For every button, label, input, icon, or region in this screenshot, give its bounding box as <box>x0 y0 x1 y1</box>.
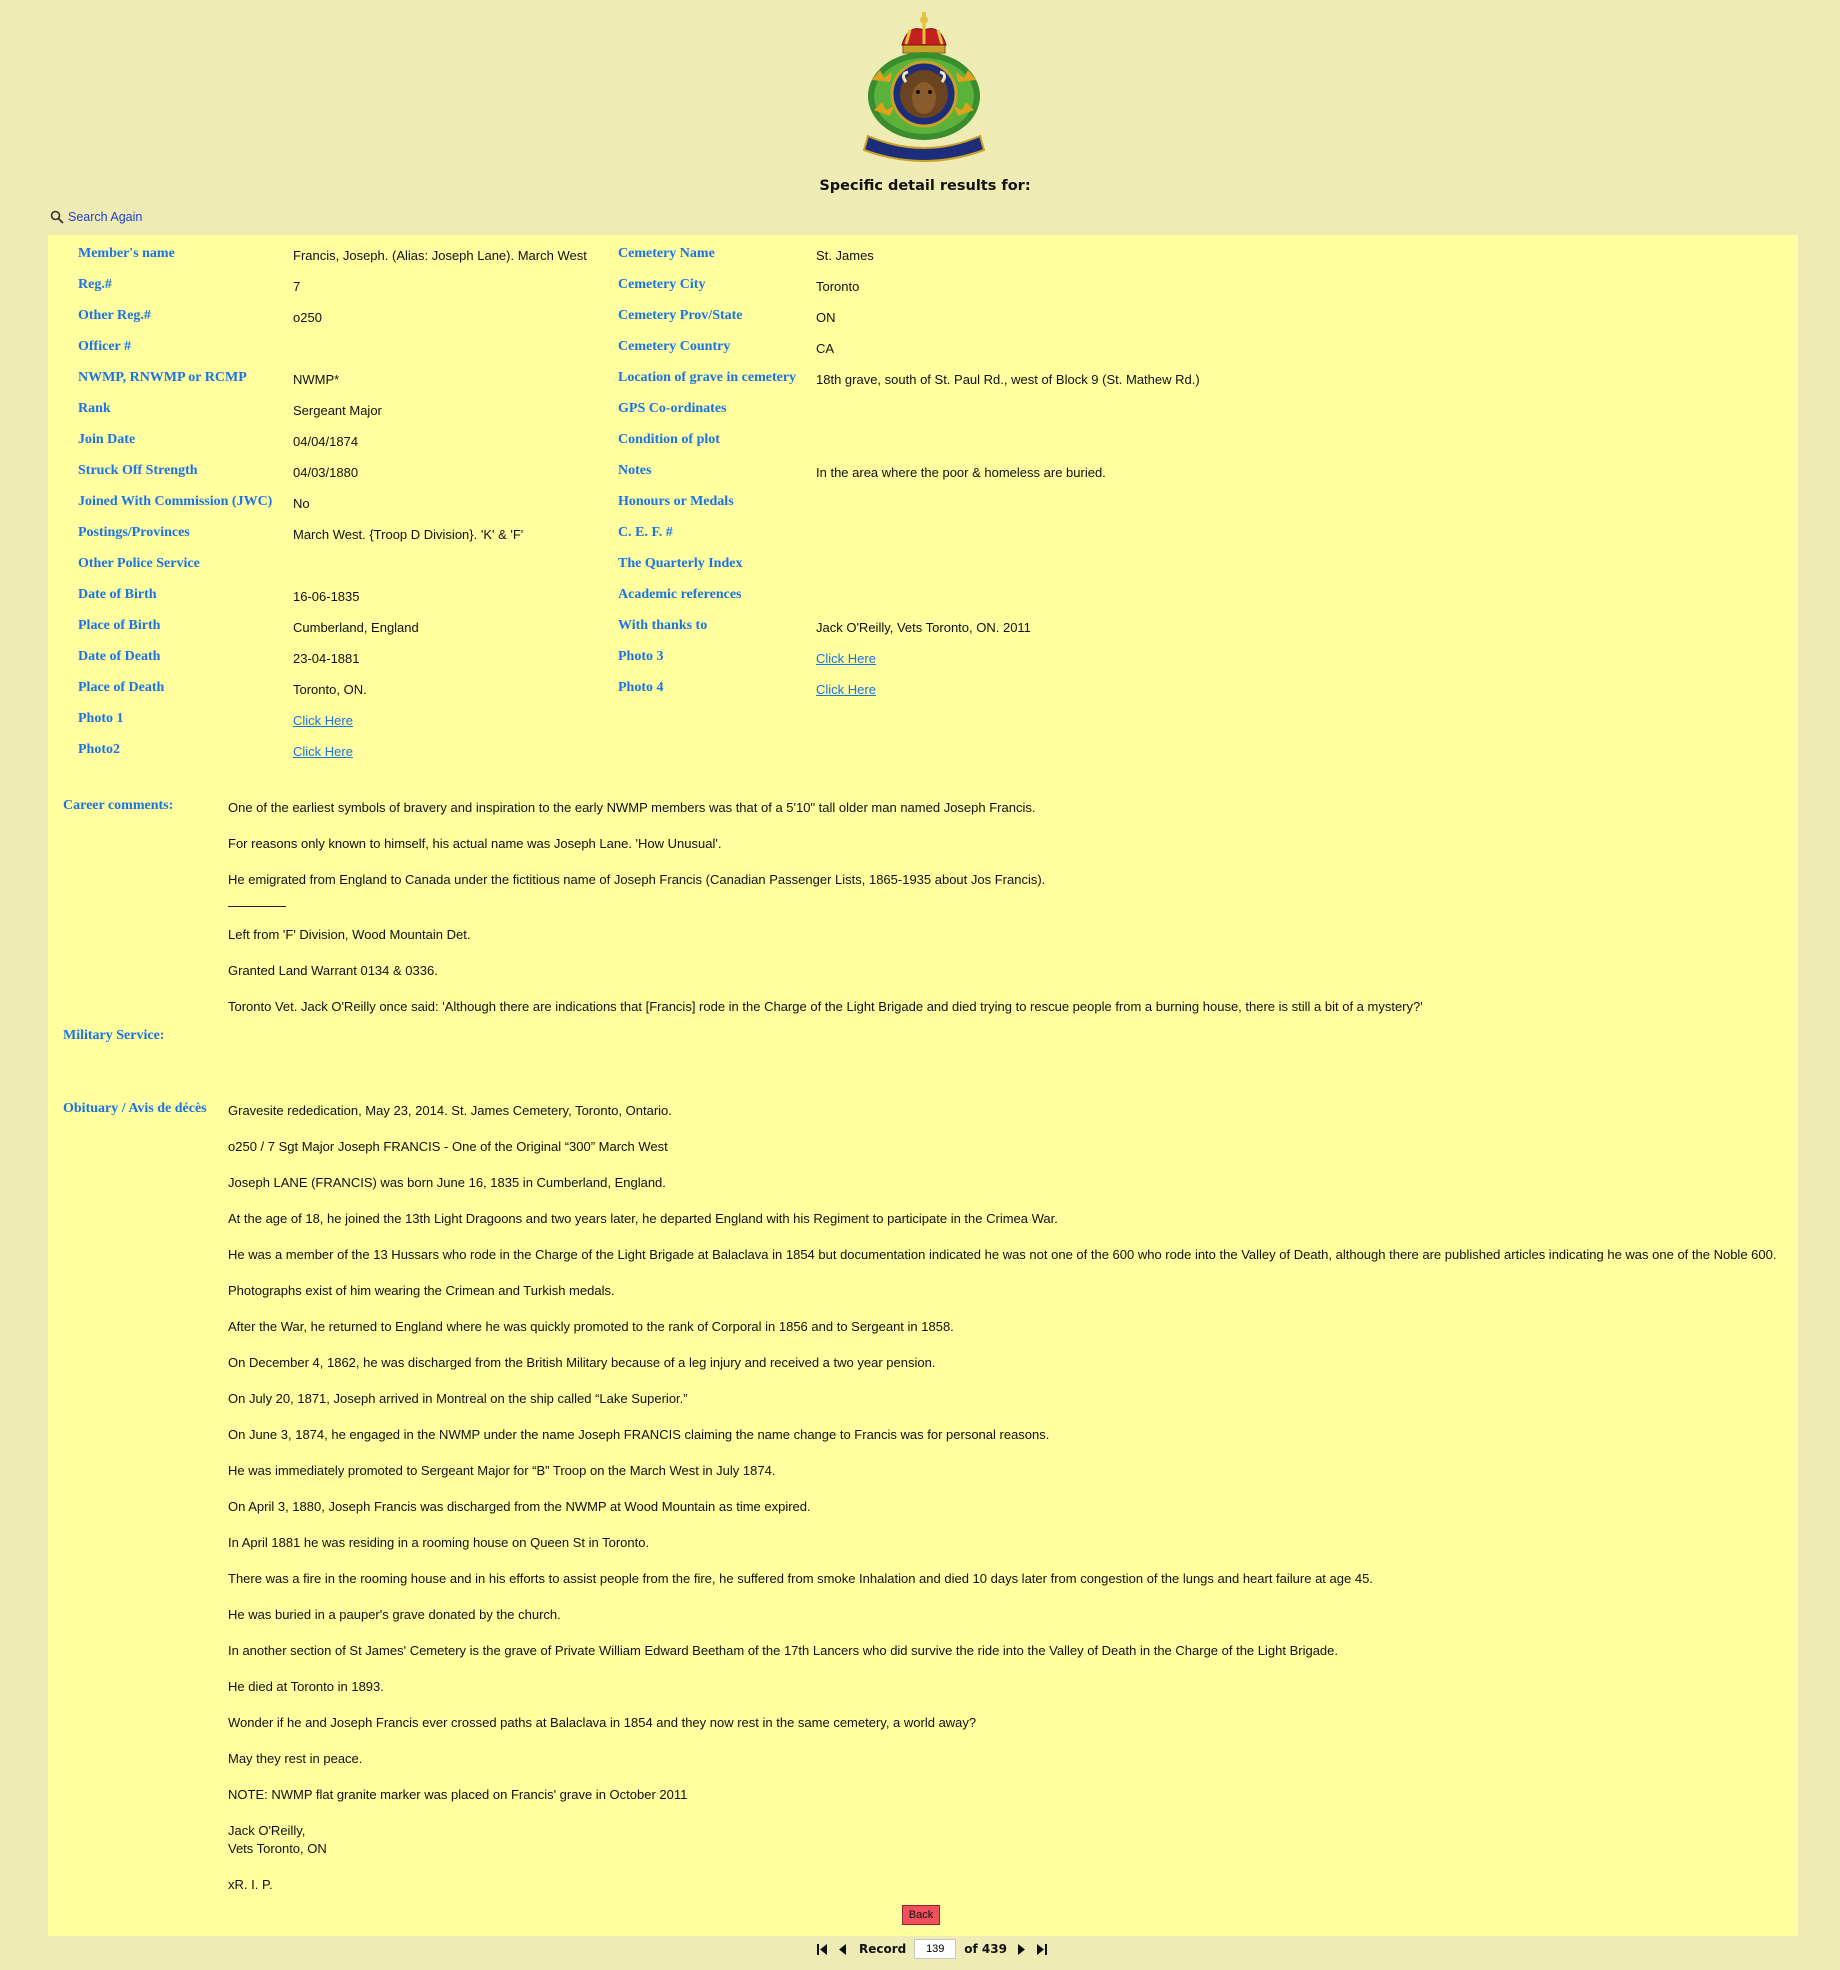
value-with-thanks: Jack O'Reilly, Vets Toronto, ON. 2011 <box>816 620 1031 635</box>
obituary-paragraph: May they rest in peace. <box>228 1751 363 1766</box>
first-record-button[interactable] <box>815 1941 829 1957</box>
label-postings: Postings/Provinces <box>78 525 190 540</box>
label-cemetery-name: Cemetery Name <box>618 246 715 261</box>
value-struck-off: 04/03/1880 <box>293 465 359 480</box>
page-heading: Specific detail results for: <box>819 178 1031 194</box>
obituary-paragraph: After the War, he returned to England where he was quickly promoted to the rank of Corporal in 1856 and to Sergeant in 1858. <box>228 1319 954 1334</box>
details-panel <box>48 235 1798 1936</box>
label-photo-1: Photo 1 <box>78 711 124 726</box>
label-place-of-death: Place of Death <box>78 680 165 695</box>
value-postings: March West. {Troop D Division}. 'K' & 'F' <box>293 527 524 542</box>
career-comments-label: Career comments: <box>63 798 174 813</box>
obituary-paragraph: He was buried in a pauper's grave donated by the church. <box>228 1607 561 1622</box>
value-reg-number: 7 <box>293 279 301 294</box>
label-date-of-birth: Date of Birth <box>78 587 157 602</box>
bison-head-icon <box>892 62 956 126</box>
label-force: NWMP, RNWMP or RCMP <box>78 370 247 385</box>
value-rank: Sergeant Major <box>293 403 382 418</box>
obituary-paragraph: He was a member of the 13 Hussars who rode in the Charge of the Light Brigade at Balaclava in 1854 but documentation indicated he was not one of the 600 who rode into the Valley of Death, although there are published articles indicating he was one of the Noble 600. <box>228 1247 1777 1262</box>
obituary-paragraph: At the age of 18, he joined the 13th Light Dragoons and two years later, he departed England with his Regiment to participate in the Crimea War. <box>228 1211 1058 1226</box>
value-cemetery-city: Toronto <box>816 279 860 294</box>
label-reg-number: Reg.# <box>78 277 112 292</box>
label-rank: Rank <box>78 401 111 416</box>
label-grave-location: Location of grave in cemetery <box>618 370 797 385</box>
label-other-police: Other Police Service <box>78 556 200 571</box>
value-cemetery-prov: ON <box>816 310 836 325</box>
label-place-of-birth: Place of Birth <box>78 618 161 633</box>
label-cef: C. E. F. # <box>618 525 673 540</box>
label-join-date: Join Date <box>78 432 136 447</box>
obituary-paragraph: There was a fire in the rooming house and in his efforts to assist people from the fire, he suffered from smoke Inhalation and died 10 days later from congestion of the lungs and heart failure at age 45. <box>228 1571 1373 1586</box>
label-notes: Notes <box>618 463 652 478</box>
obituary-paragraph: He died at Toronto in 1893. <box>228 1679 384 1694</box>
value-force: NWMP* <box>293 372 340 387</box>
signature-name: Jack O'Reilly, <box>228 1823 306 1838</box>
label-cemetery-country: Cemetery Country <box>618 339 731 354</box>
label-photo-4: Photo 4 <box>618 680 664 695</box>
signature-place: Vets Toronto, ON <box>228 1841 327 1856</box>
label-jwc: Joined With Commission (JWC) <box>78 494 273 509</box>
label-officer-number: Officer # <box>78 339 131 354</box>
previous-record-button[interactable] <box>835 1941 849 1957</box>
record-total: of 439 <box>964 1942 1007 1956</box>
crown-icon <box>902 12 946 53</box>
value-join-date: 04/04/1874 <box>293 434 359 449</box>
value-cemetery-country: CA <box>816 341 835 356</box>
obituary-closing: xR. I. P. <box>228 1877 273 1892</box>
obituary-paragraph: o250 / 7 Sgt Major Joseph FRANCIS - One of the Original “300” March West <box>228 1139 668 1154</box>
label-photo-2: Photo2 <box>78 742 120 757</box>
obituary-paragraph: Gravesite rededication, May 23, 2014. St. James Cemetery, Toronto, Ontario. <box>228 1103 672 1118</box>
photo-2-link[interactable]: Click Here <box>293 744 353 759</box>
obituary-paragraph: Photographs exist of him wearing the Crimean and Turkish medals. <box>228 1283 615 1298</box>
value-date-of-birth: 16-06-1835 <box>293 589 360 604</box>
obituary-paragraph: On December 4, 1862, he was discharged from the British Military because of a leg injury and received a two year pension. <box>228 1355 936 1370</box>
label-academic-references: Academic references <box>618 587 742 602</box>
obituary-paragraph: NOTE: NWMP flat granite marker was placed on Francis' grave in October 2011 <box>228 1787 688 1802</box>
first-record-icon <box>817 1944 827 1955</box>
label-cemetery-city: Cemetery City <box>618 277 706 292</box>
label-gps: GPS Co-ordinates <box>618 401 727 416</box>
record-number-input[interactable] <box>914 1939 956 1959</box>
value-date-of-death: 23-04-1881 <box>293 651 360 666</box>
obituary-paragraph: Joseph LANE (FRANCIS) was born June 16, 1835 in Cumberland, England. <box>228 1175 666 1190</box>
label-struck-off: Struck Off Strength <box>78 463 198 478</box>
label-honours: Honours or Medals <box>618 494 734 509</box>
career-paragraph: For reasons only known to himself, his actual name was Joseph Lane. 'How Unusual'. <box>228 836 722 851</box>
value-place-of-birth: Cumberland, England <box>293 620 419 635</box>
back-button[interactable]: Back <box>902 1905 940 1925</box>
career-paragraph: Left from 'F' Division, Wood Mountain Det. <box>228 927 471 942</box>
value-cemetery-name: St. James <box>816 248 874 263</box>
next-record-icon <box>1018 1944 1025 1955</box>
value-members-name: Francis, Joseph. (Alias: Joseph Lane). March West <box>293 248 587 263</box>
previous-record-icon <box>839 1944 846 1955</box>
obituary-paragraph: In another section of St James' Cemetery is the grave of Private William Edward Beetham of the 17th Lancers who did survive the ride into the Valley of Death in the Charge of the Light Brigade. <box>228 1643 1338 1658</box>
label-date-of-death: Date of Death <box>78 649 161 664</box>
value-place-of-death: Toronto, ON. <box>293 682 367 697</box>
last-record-icon <box>1037 1944 1047 1955</box>
career-divider <box>228 906 286 907</box>
search-again-link[interactable] <box>50 210 142 224</box>
obituary-paragraph: Wonder if he and Joseph Francis ever crossed paths at Balaclava in 1854 and they now rest in the same cemetery, a world away? <box>228 1715 977 1730</box>
label-other-reg: Other Reg.# <box>78 308 151 323</box>
obituary-paragraph: On April 3, 1880, Joseph Francis was discharged from the NWMP at Wood Mountain as time expired. <box>228 1499 811 1514</box>
obituary-paragraph: On July 20, 1871, Joseph arrived in Montreal on the ship called “Lake Superior.” <box>228 1391 688 1406</box>
value-jwc: No <box>293 496 310 511</box>
record-navigation <box>815 1939 1049 1959</box>
label-members-name: Member's name <box>78 246 175 261</box>
career-paragraph: Toronto Vet. Jack O'Reilly once said: 'Although there are indications that [Francis] rode in the Charge of the Light Brigade and died trying to rescue people from a burning house, there is still a bit of a mystery?' <box>228 999 1423 1014</box>
label-with-thanks: With thanks to <box>618 618 708 633</box>
search-again-label: Search Again <box>68 210 143 224</box>
photo-3-link[interactable]: Click Here <box>816 651 876 666</box>
career-paragraph: One of the earliest symbols of bravery and inspiration to the early NWMP members was that of a 5'10" tall older man named Joseph Francis. <box>228 800 1036 815</box>
career-paragraph: Granted Land Warrant 0134 & 0336. <box>228 963 438 978</box>
obituary-paragraph: He was immediately promoted to Sergeant Major for “B” Troop on the March West in July 1874. <box>228 1463 776 1478</box>
label-plot-condition: Condition of plot <box>618 432 720 447</box>
label-photo-3: Photo 3 <box>618 649 664 664</box>
photo-1-link[interactable]: Click Here <box>293 713 353 728</box>
next-record-button[interactable] <box>1015 1941 1029 1957</box>
photo-4-link[interactable]: Click Here <box>816 682 876 697</box>
last-record-button[interactable] <box>1035 1941 1049 1957</box>
record-label: Record <box>859 1942 907 1956</box>
search-icon <box>50 210 64 224</box>
value-notes: In the area where the poor & homeless are buried. <box>816 465 1106 480</box>
value-grave-location: 18th grave, south of St. Paul Rd., west of Block 9 (St. Mathew Rd.) <box>816 372 1200 387</box>
label-cemetery-prov: Cemetery Prov/State <box>618 308 743 323</box>
value-other-reg: o250 <box>293 310 322 325</box>
career-paragraph: He emigrated from England to Canada under the fictitious name of Joseph Francis (Canadian Passenger Lists, 1865-1935 about Jos Francis). <box>228 872 1046 887</box>
rcmp-crest-logo <box>850 10 998 162</box>
obituary-paragraph: In April 1881 he was residing in a rooming house on Queen St in Toronto. <box>228 1535 650 1550</box>
obituary-paragraph: On June 3, 1874, he engaged in the NWMP under the name Joseph FRANCIS claiming the name change to Francis was for personal reasons. <box>228 1427 1050 1442</box>
obituary-label: Obituary / Avis de décès <box>63 1101 207 1116</box>
label-quarterly-index: The Quarterly Index <box>618 556 743 571</box>
military-service-label: Military Service: <box>63 1028 165 1043</box>
